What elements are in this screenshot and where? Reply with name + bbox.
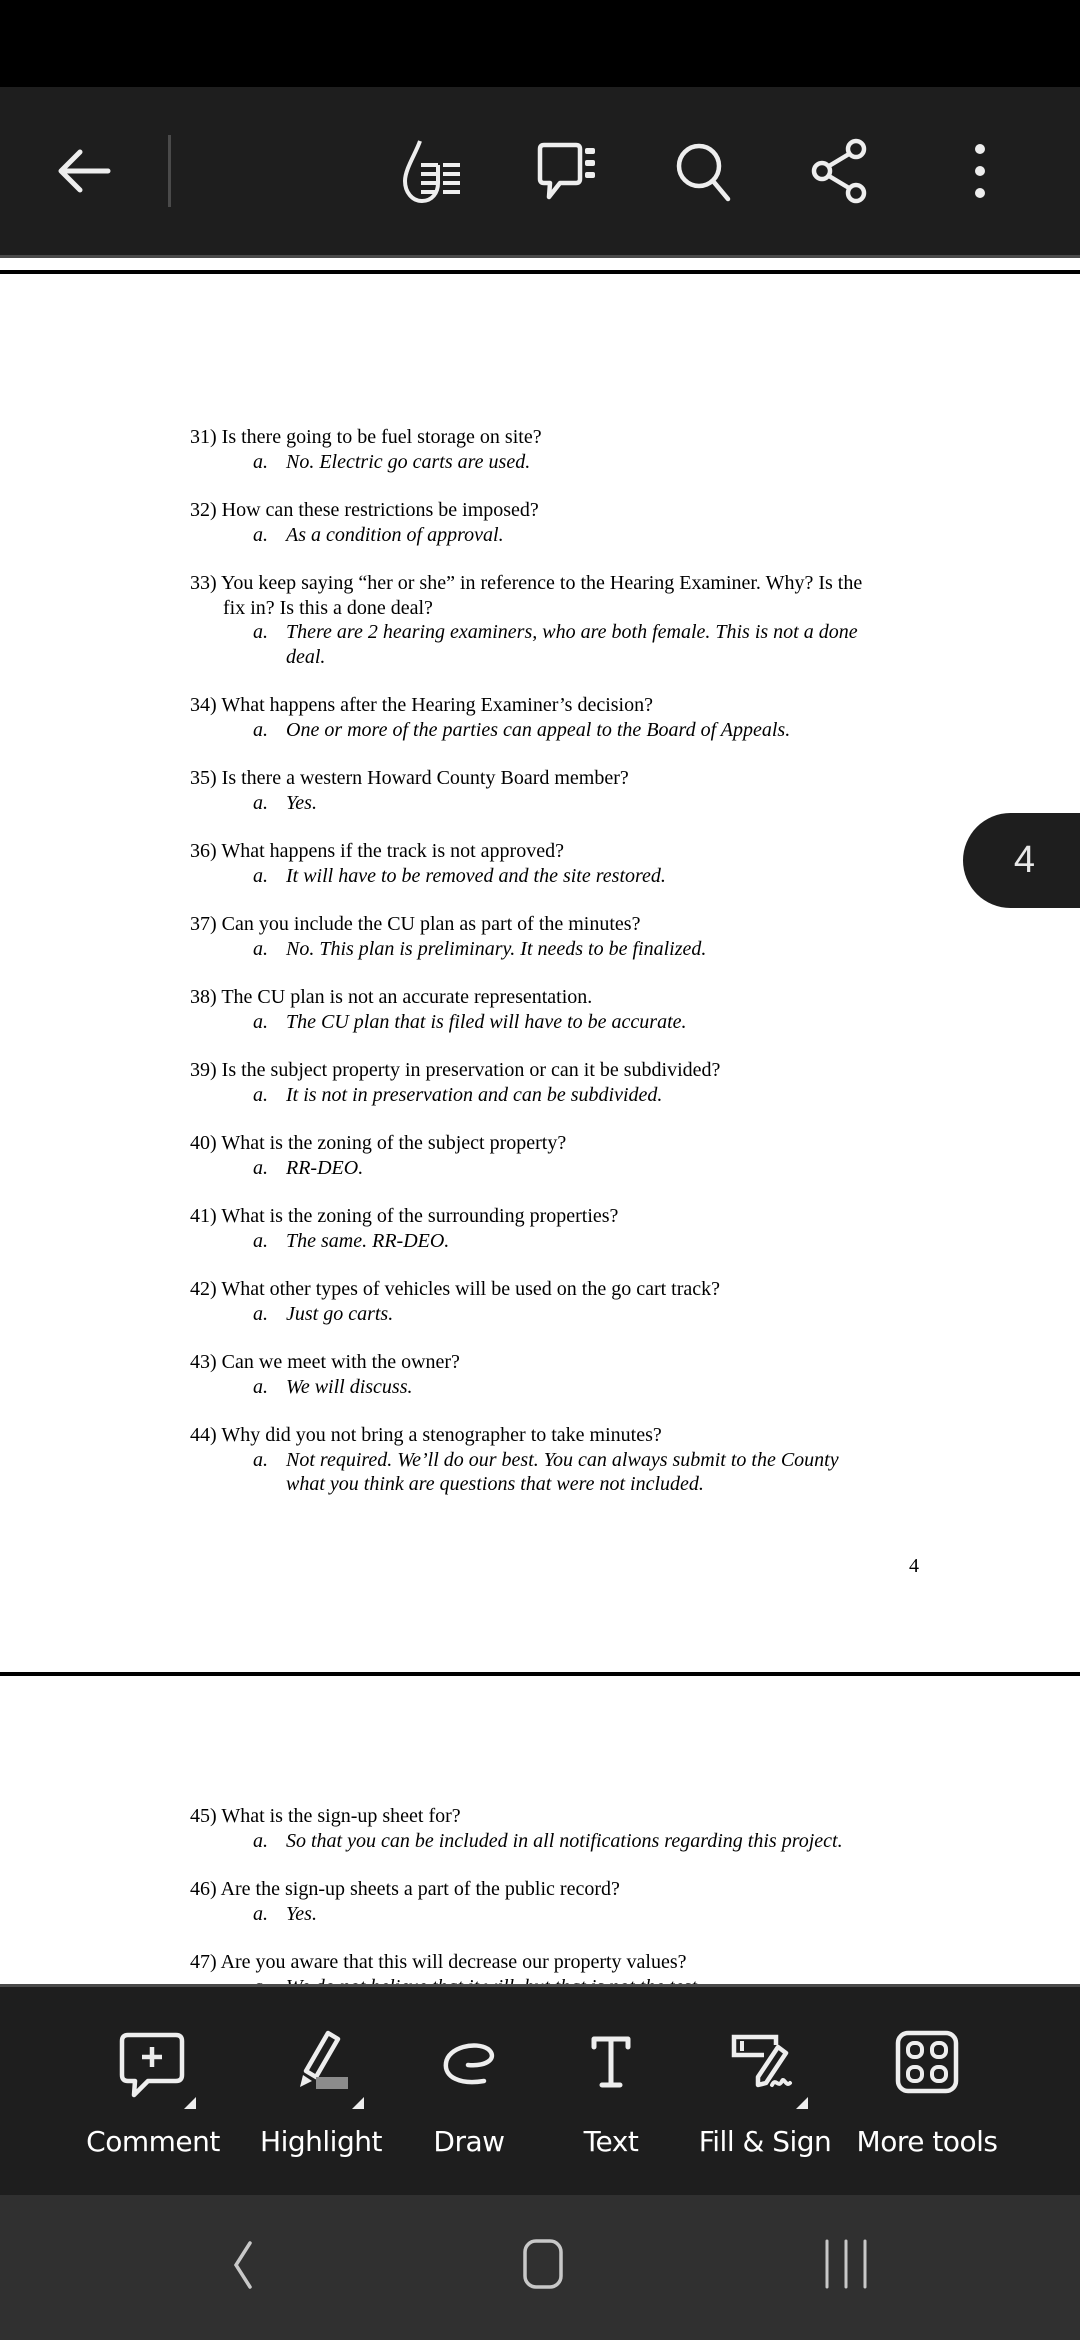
fill-sign-icon xyxy=(720,2029,810,2109)
answer-text: Not required. We’ll do our best. You can always submit to the County xyxy=(286,1448,839,1471)
answer-line xyxy=(253,1083,662,1108)
question-line xyxy=(190,1058,720,1083)
answer-text: Just go carts. xyxy=(286,1302,394,1325)
bottom-toolbar xyxy=(0,1984,1080,2195)
question-line xyxy=(190,1804,461,1829)
question-number: 35) xyxy=(190,767,217,789)
question-number: 42) xyxy=(190,1278,217,1300)
question-line xyxy=(190,1131,566,1156)
answer-line xyxy=(253,523,504,548)
question-text: Can we meet with the owner? xyxy=(221,1351,460,1373)
question-number: 43) xyxy=(190,1351,217,1373)
question-text: What happens after the Hearing Examiner’s decision? xyxy=(221,694,653,716)
tool-label: Highlight xyxy=(260,2125,382,2158)
comment-add-icon xyxy=(108,2029,198,2109)
answer-label: a. xyxy=(253,1302,268,1325)
question-number: 39) xyxy=(190,1059,217,1081)
question-line xyxy=(190,1277,720,1302)
nav-back-button[interactable] xyxy=(190,2225,290,2305)
question-line xyxy=(190,912,640,937)
answer-label: a. xyxy=(253,864,268,887)
question-line xyxy=(190,1350,460,1375)
nav-recents-icon xyxy=(816,2235,876,2295)
answer-text: RR-DEO. xyxy=(286,1156,364,1179)
question-text: Is there going to be fuel storage on site? xyxy=(221,426,542,448)
answer-label: a. xyxy=(253,1010,268,1033)
page-boundary xyxy=(0,1672,1080,1676)
comments-list-button[interactable] xyxy=(528,131,608,211)
answer-text: We will discuss. xyxy=(286,1375,413,1398)
answer-text: Yes. xyxy=(286,791,317,814)
liquid-mode-icon xyxy=(396,135,468,207)
nav-home-icon xyxy=(513,2235,573,2295)
answer-text-continued: deal. xyxy=(286,645,326,668)
answer-line xyxy=(253,1010,687,1035)
more-vertical-icon xyxy=(960,135,1000,207)
answer-text: One or more of the parties can appeal to the Board of Appeals. xyxy=(286,718,791,741)
answer-label: a. xyxy=(253,1829,268,1852)
tool-more-tools[interactable] xyxy=(852,1987,1002,2195)
question-text: Is the subject property in preservation or can it be subdivided? xyxy=(221,1059,721,1081)
question-text: Are the sign-up sheets a part of the public record? xyxy=(220,1878,620,1900)
question-line xyxy=(190,498,539,523)
question-text: Can you include the CU plan as part of the minutes? xyxy=(221,913,641,935)
question-text: You keep saying “her or she” in reference to the Hearing Examiner. Why? Is the xyxy=(220,572,863,594)
answer-line xyxy=(253,1375,413,1400)
tool-text[interactable] xyxy=(546,1987,676,2195)
draw-icon xyxy=(424,2029,514,2109)
question-line xyxy=(190,1204,618,1229)
share-button[interactable] xyxy=(802,131,882,211)
question-line xyxy=(190,766,629,791)
tool-highlight[interactable] xyxy=(236,1987,406,2195)
answer-line xyxy=(253,791,317,816)
answer-label: a. xyxy=(253,1156,268,1179)
more-options-button[interactable] xyxy=(940,131,1020,211)
search-icon xyxy=(668,135,740,207)
question-text: Is there a western Howard County Board member? xyxy=(221,767,629,789)
question-text: What is the zoning of the subject property? xyxy=(221,1132,567,1154)
answer-label: a. xyxy=(253,718,268,741)
answer-text: No. Electric go carts are used. xyxy=(286,450,531,473)
question-text: Why did you not bring a stenographer to take minutes? xyxy=(221,1424,662,1446)
tool-label: More tools xyxy=(856,2125,998,2158)
answer-line xyxy=(253,1448,839,1473)
question-line xyxy=(190,839,564,864)
question-text: What happens if the track is not approved? xyxy=(221,840,564,862)
comments-list-icon xyxy=(532,135,604,207)
question-text: What is the zoning of the surrounding properties? xyxy=(221,1205,619,1227)
answer-line xyxy=(253,450,530,475)
answer-text: It will have to be removed and the site restored. xyxy=(286,864,666,887)
answer-label: a. xyxy=(253,523,268,546)
tool-comment[interactable] xyxy=(68,1987,238,2195)
more-tools-grid-icon xyxy=(882,2029,972,2109)
answer-text-continued: what you think are questions that were not included. xyxy=(286,1473,704,1495)
answer-line xyxy=(253,937,706,962)
answer-label: a. xyxy=(253,1448,268,1471)
question-number: 46) xyxy=(190,1878,217,1900)
answer-line xyxy=(253,1829,843,1854)
answer-label: a. xyxy=(253,1229,268,1252)
question-line xyxy=(190,1423,662,1448)
question-line xyxy=(190,425,542,450)
answer-text: Yes. xyxy=(286,1902,317,1925)
answer-text: It is not in preservation and can be subdivided. xyxy=(286,1083,663,1106)
question-text: What is the sign-up sheet for? xyxy=(221,1805,461,1827)
system-nav-bar xyxy=(0,2195,1080,2340)
page-indicator-badge[interactable]: 4 xyxy=(963,813,1080,908)
question-line xyxy=(190,1950,687,1975)
liquid-mode-button[interactable] xyxy=(392,131,472,211)
question-number: 37) xyxy=(190,913,217,935)
text-icon xyxy=(566,2029,656,2109)
answer-line xyxy=(253,1902,317,1927)
question-number: 32) xyxy=(190,499,217,521)
question-number: 36) xyxy=(190,840,217,862)
back-button[interactable] xyxy=(44,131,124,211)
answer-line xyxy=(253,864,666,889)
question-number: 34) xyxy=(190,694,217,716)
page-boundary xyxy=(0,270,1080,274)
document-viewer[interactable] xyxy=(0,258,1080,1984)
answer-line xyxy=(253,1156,363,1181)
question-number: 44) xyxy=(190,1424,217,1446)
question-number: 45) xyxy=(190,1805,217,1827)
nav-back-icon xyxy=(220,2235,260,2295)
question-line xyxy=(190,693,653,718)
answer-line xyxy=(253,1302,393,1327)
status-bar xyxy=(0,0,1080,87)
answer-label: a. xyxy=(253,937,268,960)
arrow-left-icon xyxy=(52,139,116,203)
question-number: 38) xyxy=(190,986,217,1008)
answer-label: a. xyxy=(253,450,268,473)
answer-text: As a condition of approval. xyxy=(286,523,504,546)
tool-label: Draw xyxy=(433,2125,505,2158)
answer-label: a. xyxy=(253,1902,268,1925)
answer-line xyxy=(253,620,858,645)
answer-text: There are 2 hearing examiners, who are both female. This is not a done xyxy=(286,621,858,643)
answer-label: a. xyxy=(253,791,268,814)
answer-text: No. This plan is preliminary. It needs to be finalized. xyxy=(286,937,707,960)
tool-label: Text xyxy=(583,2125,639,2158)
tool-draw[interactable] xyxy=(404,1987,534,2195)
tool-fill-sign[interactable] xyxy=(690,1987,840,2195)
question-text: The CU plan is not an accurate representation. xyxy=(221,986,593,1008)
tool-label: Comment xyxy=(86,2125,220,2158)
question-line xyxy=(190,1877,620,1902)
nav-recents-button[interactable] xyxy=(796,2225,896,2305)
question-number: 40) xyxy=(190,1132,217,1154)
question-number: 33) xyxy=(190,572,217,594)
answer-label: a. xyxy=(253,1083,268,1106)
question-text: Are you aware that this will decrease our property values? xyxy=(220,1951,687,1973)
question-number: 41) xyxy=(190,1205,217,1227)
answer-text: The same. RR-DEO. xyxy=(286,1229,450,1252)
answer-text: The CU plan that is filed will have to be accurate. xyxy=(286,1010,687,1033)
share-icon xyxy=(806,135,878,207)
question-text: What other types of vehicles will be used on the go cart track? xyxy=(221,1278,721,1300)
question-text-continued: fix in? Is this a done deal? xyxy=(223,596,433,619)
answer-text: So that you can be included in all notifications regarding this project. xyxy=(286,1829,843,1852)
top-toolbar xyxy=(0,87,1080,258)
nav-home-button[interactable] xyxy=(493,2225,593,2305)
highlighter-icon xyxy=(276,2029,366,2109)
page-number: 4 xyxy=(909,1555,919,1577)
question-line xyxy=(190,571,862,596)
question-number: 47) xyxy=(190,1951,217,1973)
question-text: How can these restrictions be imposed? xyxy=(221,499,539,521)
answer-label: a. xyxy=(253,621,268,643)
question-line xyxy=(190,985,592,1010)
toolbar-divider xyxy=(168,135,171,207)
tool-label: Fill & Sign xyxy=(698,2125,832,2158)
answer-line xyxy=(253,718,790,743)
answer-line xyxy=(253,1229,449,1254)
search-button[interactable] xyxy=(664,131,744,211)
answer-label: a. xyxy=(253,1375,268,1398)
question-number: 31) xyxy=(190,426,217,448)
